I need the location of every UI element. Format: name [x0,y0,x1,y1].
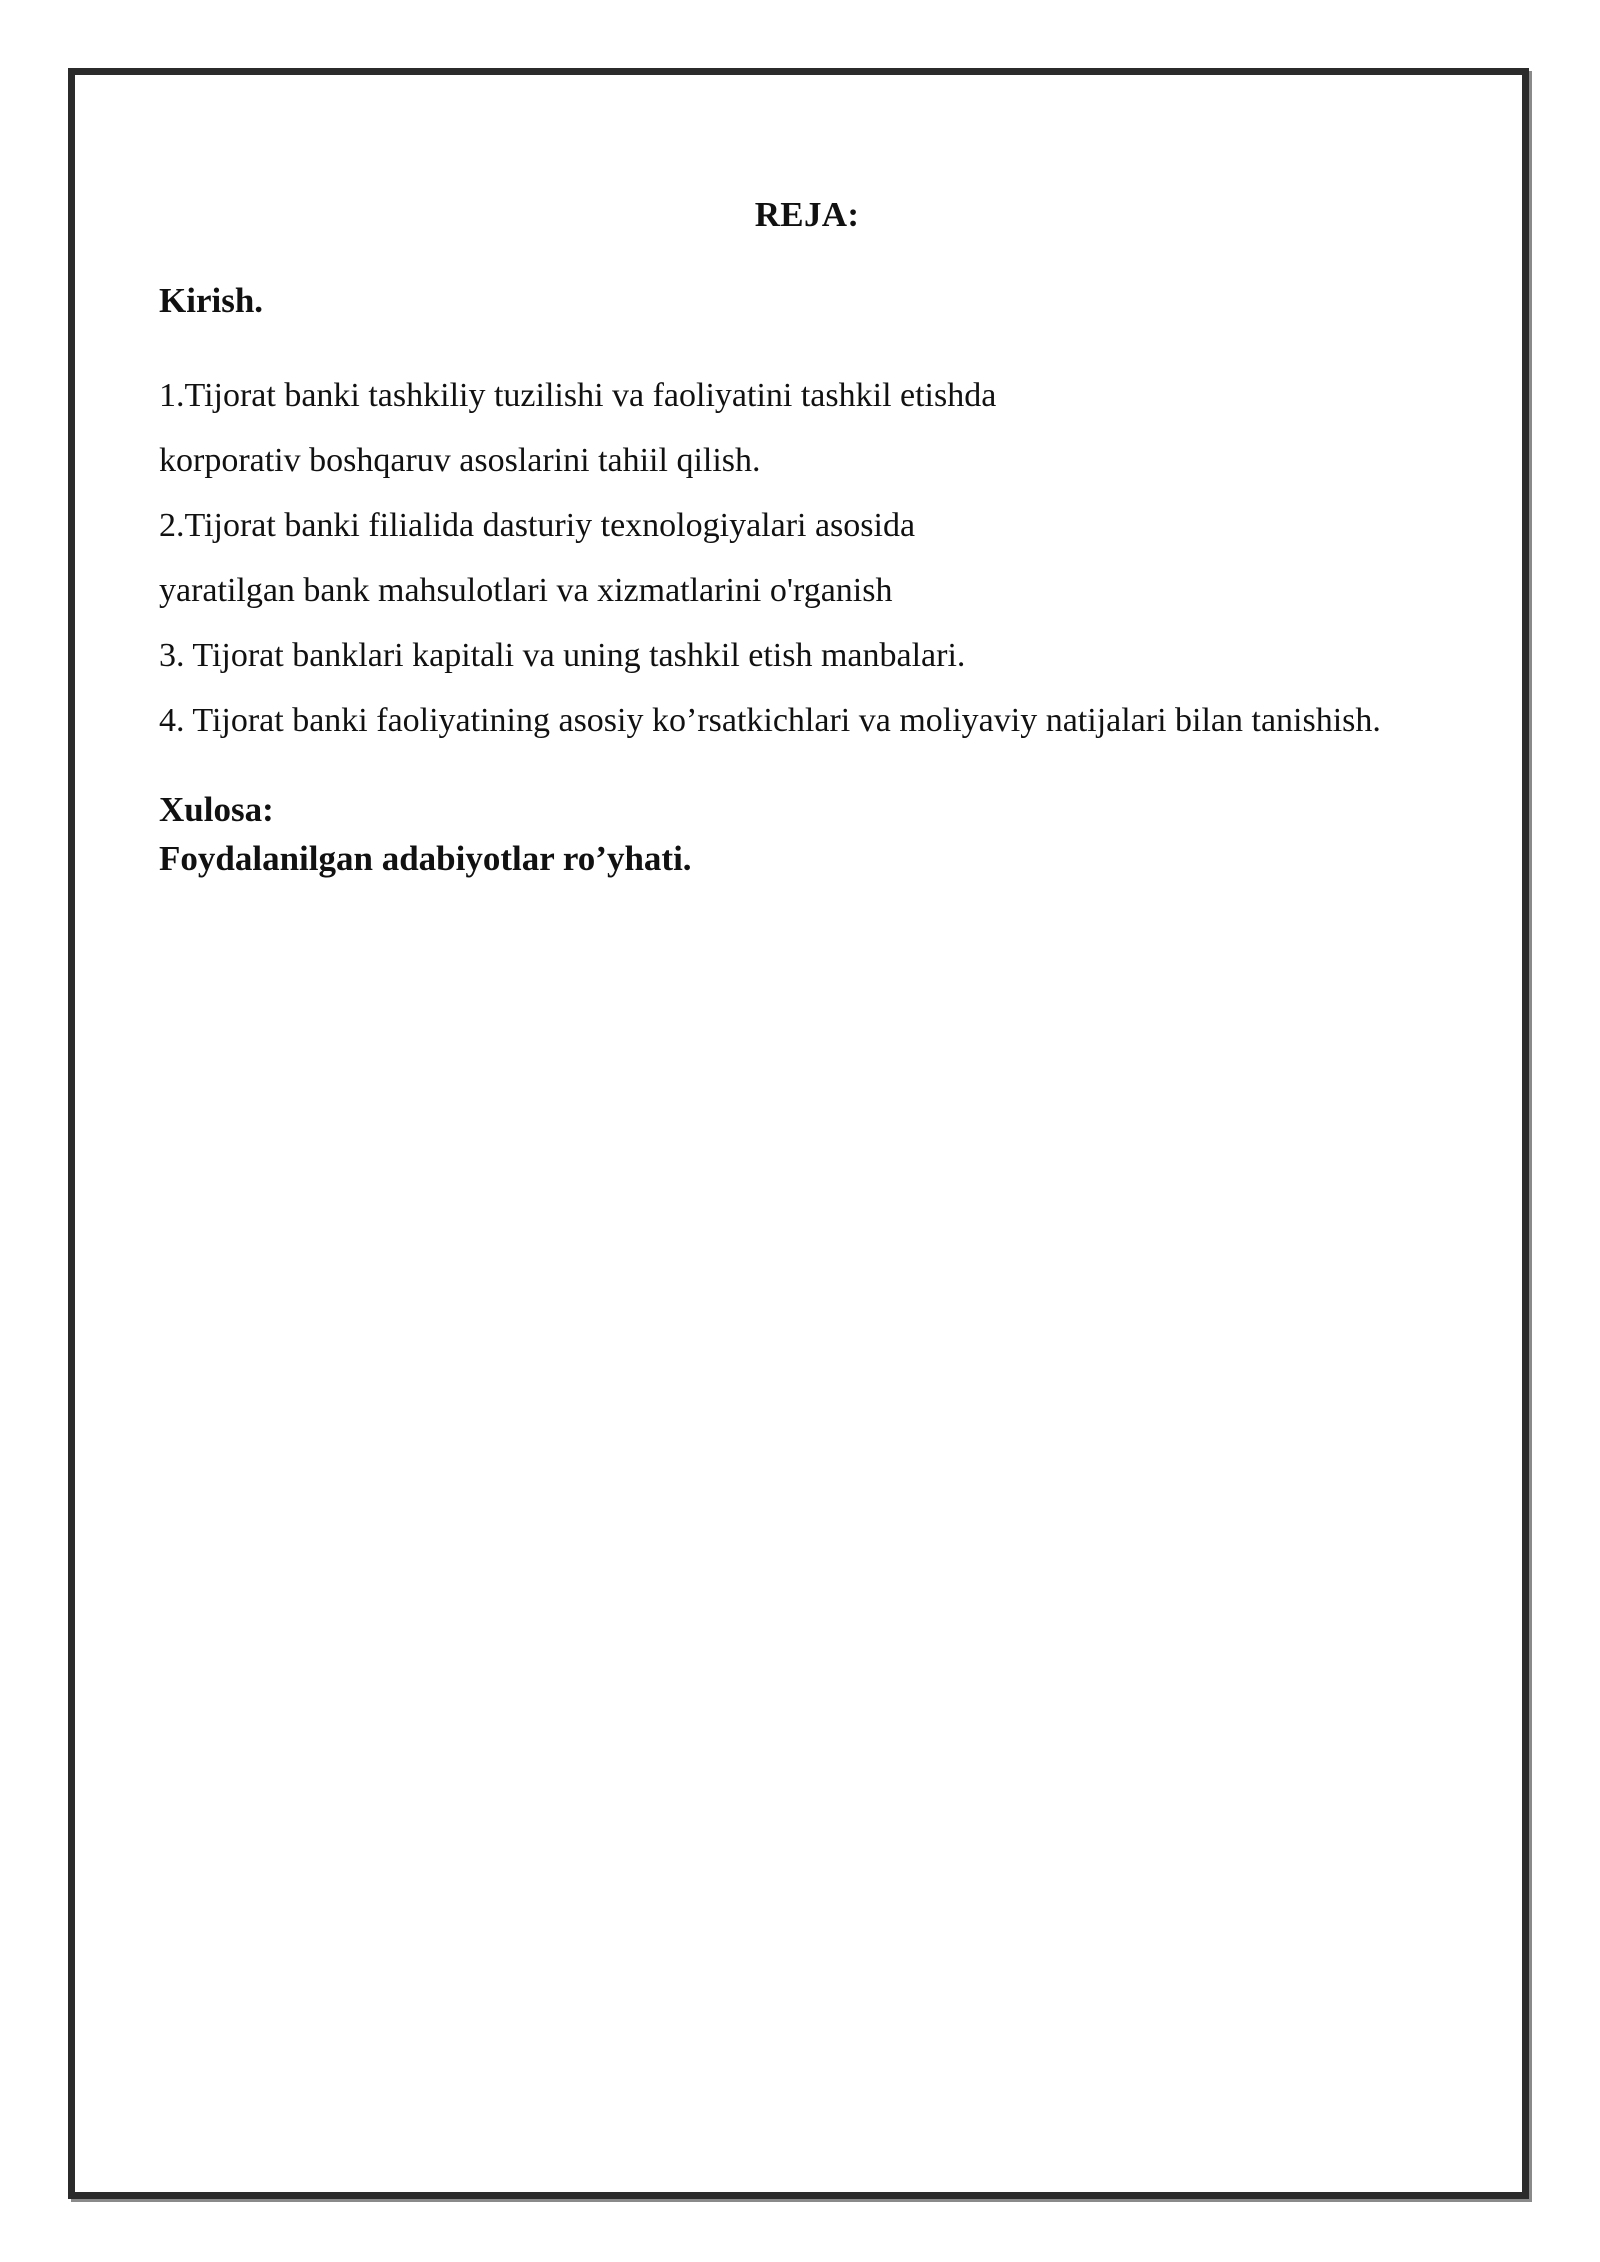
plan-list [159,363,1455,753]
conclusion-heading: Xulosa: [159,790,274,829]
ending-section [159,785,1455,883]
plan-item-1-line-2: korporativ boshqaruv asoslarini tahiil qilish. [159,442,761,479]
references-heading: Foydalanilgan adabiyotlar ro’yhati. [159,839,692,878]
page-frame [68,68,1529,2199]
plan-item-2-line-1: 2.Tijorat banki filialida dasturiy texnologiyalari asosida [159,507,916,544]
plan-item-2-line-2: yaratilgan bank mahsulotlari va xizmatlarini o'rganish [159,572,893,609]
plan-item-3: 3. Tijorat banklari kapitali va uning tashkil etish manbalari. [159,637,966,674]
page-title: REJA: [754,195,860,234]
intro-heading: Kirish. [159,281,264,320]
plan-item-1-line-1: 1.Tijorat banki tashkiliy tuzilishi va faoliyatini tashkil etishda [159,377,997,414]
page-content [159,193,1455,883]
plan-item-4: 4. Tijorat banki faoliyatining asosiy ko’rsatkichlari va moliyaviy natijalari bilan tanishish. [159,702,1381,739]
